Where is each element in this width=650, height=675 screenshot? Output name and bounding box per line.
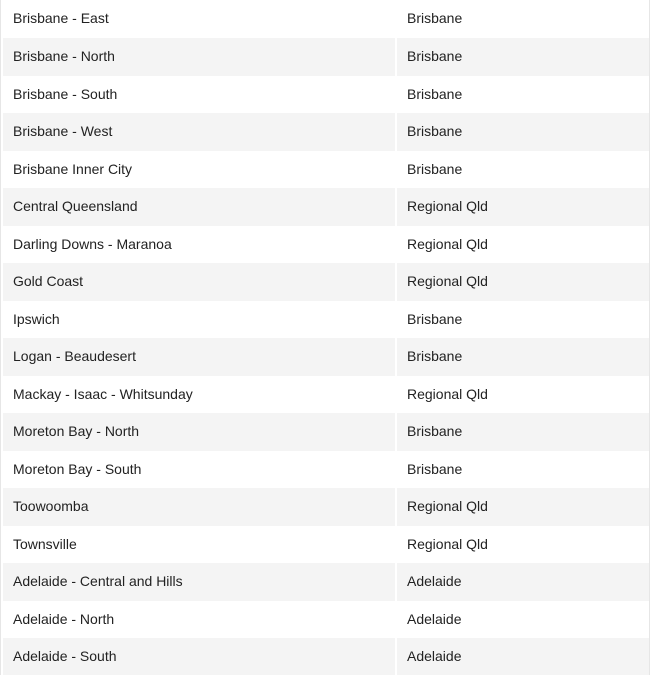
table-row	[3, 526, 649, 564]
area-cell: Brisbane	[397, 38, 649, 76]
table-row	[3, 638, 649, 675]
region-cell: Brisbane - North	[3, 38, 395, 76]
area-cell: Regional Qld	[397, 263, 649, 301]
area-cell: Adelaide	[397, 638, 649, 675]
area-cell: Brisbane	[397, 113, 649, 151]
table-row	[3, 0, 649, 38]
table-row	[3, 76, 649, 114]
region-cell: Brisbane Inner City	[3, 151, 395, 189]
region-cell: Adelaide - North	[3, 601, 395, 639]
table-row	[3, 188, 649, 226]
table-row	[3, 263, 649, 301]
area-cell: Brisbane	[397, 151, 649, 189]
region-cell: Darling Downs - Maranoa	[3, 226, 395, 264]
area-cell: Adelaide	[397, 563, 649, 601]
area-cell: Brisbane	[397, 76, 649, 114]
region-cell: Brisbane - East	[3, 0, 395, 38]
table-row	[3, 376, 649, 414]
area-cell: Brisbane	[397, 451, 649, 489]
region-cell: Adelaide - South	[3, 638, 395, 675]
table-row	[3, 451, 649, 489]
region-cell: Townsville	[3, 526, 395, 564]
region-cell: Adelaide - Central and Hills	[3, 563, 395, 601]
table-row	[3, 338, 649, 376]
table-row	[3, 301, 649, 339]
table-row	[3, 601, 649, 639]
area-cell: Adelaide	[397, 601, 649, 639]
region-cell: Moreton Bay - North	[3, 413, 395, 451]
area-cell: Regional Qld	[397, 488, 649, 526]
region-cell: Toowoomba	[3, 488, 395, 526]
region-table-body	[3, 0, 649, 675]
region-cell: Logan - Beaudesert	[3, 338, 395, 376]
region-cell: Brisbane - South	[3, 76, 395, 114]
area-cell: Regional Qld	[397, 376, 649, 414]
area-cell: Regional Qld	[397, 526, 649, 564]
table-row	[3, 563, 649, 601]
table-row	[3, 38, 649, 76]
region-cell: Brisbane - West	[3, 113, 395, 151]
region-cell: Mackay - Isaac - Whitsunday	[3, 376, 395, 414]
area-cell: Regional Qld	[397, 226, 649, 264]
area-cell: Brisbane	[397, 338, 649, 376]
table-row	[3, 151, 649, 189]
table-row	[3, 113, 649, 151]
area-cell: Brisbane	[397, 413, 649, 451]
area-cell: Brisbane	[397, 301, 649, 339]
region-cell: Ipswich	[3, 301, 395, 339]
region-cell: Central Queensland	[3, 188, 395, 226]
table-row	[3, 226, 649, 264]
table-row	[3, 488, 649, 526]
area-cell: Brisbane	[397, 0, 649, 38]
region-cell: Moreton Bay - South	[3, 451, 395, 489]
area-cell: Regional Qld	[397, 188, 649, 226]
table-row	[3, 413, 649, 451]
region-cell: Gold Coast	[3, 263, 395, 301]
region-table	[1, 0, 650, 675]
